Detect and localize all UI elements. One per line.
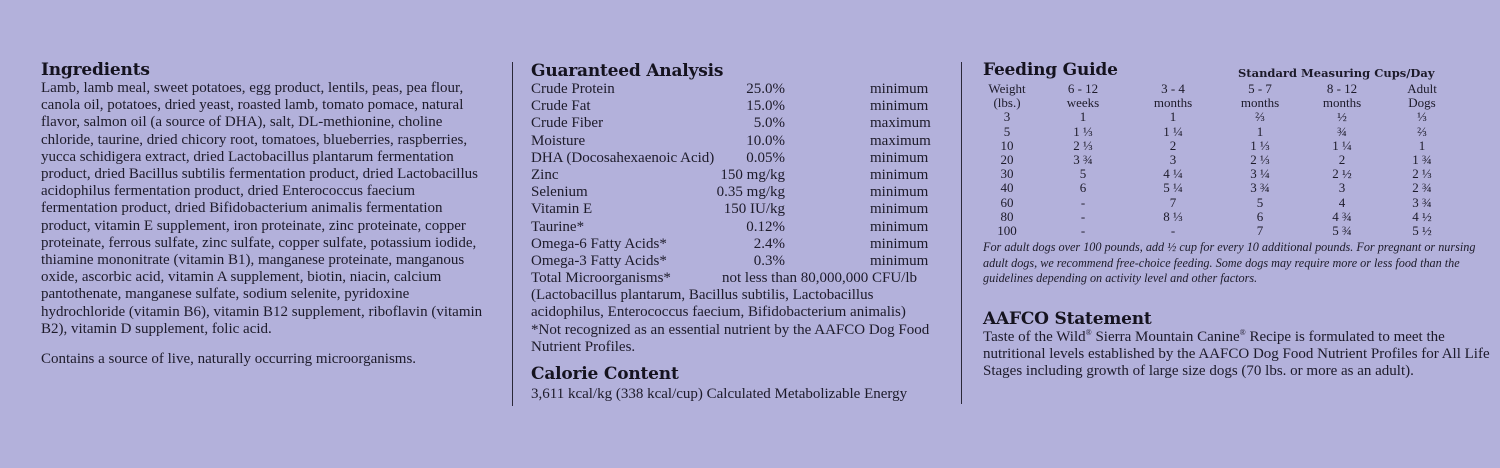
calorie-text: 3,611 kcal/kg (338 kcal/cup) Calculated Metabolizable Energy bbox=[531, 386, 908, 403]
guaranteed-analysis-section bbox=[531, 61, 951, 403]
feeding-cups-cell: 1 ⅓ bbox=[1073, 123, 1093, 139]
analysis-nutrient: Omega-6 Fatty Acids* bbox=[531, 235, 667, 252]
analysis-row bbox=[531, 81, 951, 98]
analysis-qualifier: minimum bbox=[870, 252, 929, 269]
feeding-weight-cell: 20 bbox=[1000, 152, 1014, 168]
feeding-cups-cell: 2 ⅓ bbox=[1250, 152, 1270, 168]
feeding-cups-cell: 6 bbox=[1256, 208, 1264, 224]
analysis-nutrient: Omega-3 Fatty Acids* bbox=[531, 252, 667, 269]
analysis-title: Guaranteed Analysis bbox=[531, 61, 724, 81]
analysis-qualifier: minimum bbox=[870, 166, 929, 183]
feeding-cups-cell: 1 ¼ bbox=[1163, 123, 1183, 139]
analysis-row bbox=[531, 98, 951, 115]
analysis-row bbox=[531, 167, 951, 184]
analysis-nutrient: Crude Fat bbox=[531, 98, 591, 115]
feeding-cups-cell: 6 bbox=[1079, 180, 1087, 196]
feeding-header-cell: Dogs bbox=[1408, 95, 1436, 111]
feeding-header-cell: months bbox=[1322, 95, 1362, 111]
aafco-product: Sierra Mountain Canine bbox=[1091, 328, 1240, 345]
analysis-value: 10.0% bbox=[746, 132, 785, 149]
calorie-title: Calorie Content bbox=[531, 364, 679, 385]
feeding-cups-cell: 1 bbox=[1169, 109, 1177, 125]
feeding-header-cell: 8 - 12 bbox=[1326, 81, 1358, 96]
analysis-value: 0.12% bbox=[746, 218, 785, 235]
analysis-nutrient: Moisture bbox=[531, 132, 586, 149]
analysis-table bbox=[531, 81, 951, 270]
analysis-nutrient: Vitamin E bbox=[531, 201, 593, 218]
analysis-value: 0.35 mg/kg bbox=[716, 184, 785, 201]
feeding-header-cell: 3 - 4 bbox=[1161, 81, 1185, 96]
feeding-cups-cell: 7 bbox=[1256, 223, 1264, 239]
aafco-title: AAFCO Statement bbox=[983, 308, 1152, 329]
feeding-cups-cell: - bbox=[1080, 223, 1086, 239]
feeding-header-row bbox=[975, 82, 1461, 96]
feeding-cups-cell: 4 ¾ bbox=[1332, 208, 1352, 224]
feeding-weight-cell: 10 bbox=[1000, 137, 1014, 153]
feeding-row bbox=[975, 139, 1461, 153]
registered-mark: ® bbox=[1239, 327, 1246, 337]
analysis-nutrient: Zinc bbox=[531, 166, 559, 183]
feeding-table bbox=[975, 82, 1461, 238]
feeding-cups-cell: 1 bbox=[1418, 137, 1426, 153]
feeding-cups-cell: ⅔ bbox=[1417, 123, 1427, 139]
column-divider bbox=[512, 62, 513, 406]
feeding-row bbox=[975, 153, 1461, 167]
analysis-row bbox=[531, 133, 951, 150]
feeding-cups-cell: 3 ¼ bbox=[1250, 166, 1270, 182]
feeding-header-cell: months bbox=[1153, 95, 1193, 111]
feeding-row bbox=[975, 224, 1461, 238]
analysis-value: 150 IU/kg bbox=[723, 201, 785, 218]
feeding-weight-cell: 100 bbox=[997, 223, 1017, 239]
feeding-header-cell: (lbs.) bbox=[993, 95, 1021, 111]
feeding-header-cell: Adult bbox=[1407, 81, 1437, 96]
feeding-cups-cell: 3 ¾ bbox=[1073, 152, 1093, 168]
analysis-value: not less than 80,000,000 CFU/lb bbox=[722, 270, 918, 287]
feeding-cups-cell: 1 ⅓ bbox=[1250, 137, 1270, 153]
ingredients-title: Ingredients bbox=[41, 60, 150, 80]
feeding-note: For adult dogs over 100 pounds, add ½ cup for every 10 additional pounds. For pregnant or nursing adult dogs, we recommend free-choice feeding. Some dogs may require more or less food than the guidelines depending on activity level and other factors. bbox=[983, 240, 1476, 286]
analysis-row-total-microorganisms bbox=[531, 270, 951, 287]
feeding-header-cell: Weight bbox=[988, 81, 1026, 96]
analysis-row bbox=[531, 115, 951, 132]
feeding-cups-cell: 1 bbox=[1256, 123, 1264, 139]
analysis-value: 5.0% bbox=[753, 115, 785, 132]
feeding-cups-cell: 5 ¼ bbox=[1163, 180, 1183, 196]
feeding-cups-cell: 4 bbox=[1338, 194, 1346, 210]
feeding-cups-cell: 2 ½ bbox=[1332, 166, 1352, 182]
feeding-subtitle: Standard Measuring Cups/Day bbox=[1238, 66, 1435, 80]
column-divider bbox=[961, 62, 962, 404]
feeding-cups-cell: - bbox=[1080, 208, 1086, 224]
feeding-cups-cell: ⅔ bbox=[1255, 109, 1265, 125]
feeding-header-cell: weeks bbox=[1066, 95, 1100, 111]
analysis-value: 2.4% bbox=[753, 235, 785, 252]
analysis-nutrient: Selenium bbox=[531, 184, 588, 201]
analysis-qualifier: maximum bbox=[870, 132, 931, 149]
feeding-row bbox=[975, 196, 1461, 210]
feeding-cups-cell: 2 bbox=[1169, 137, 1177, 153]
feeding-guide-section bbox=[983, 60, 1490, 380]
analysis-row bbox=[531, 150, 951, 167]
feeding-cups-cell: 2 ⅓ bbox=[1412, 166, 1432, 182]
feeding-header-row bbox=[975, 96, 1461, 110]
ingredients-section bbox=[41, 60, 491, 368]
feeding-row bbox=[975, 181, 1461, 195]
feeding-cups-cell: ½ bbox=[1337, 109, 1347, 125]
feeding-cups-cell: 8 ⅓ bbox=[1163, 208, 1183, 224]
feeding-cups-cell: 5 bbox=[1079, 166, 1087, 182]
feeding-cups-cell: 1 ¼ bbox=[1332, 137, 1352, 153]
analysis-qualifier: maximum bbox=[870, 115, 931, 132]
feeding-cups-cell: 2 bbox=[1338, 152, 1346, 168]
analysis-value: 0.3% bbox=[753, 252, 785, 269]
analysis-qualifier: minimum bbox=[870, 201, 929, 218]
feeding-cups-cell: 5 ¾ bbox=[1332, 223, 1352, 239]
feeding-cups-cell: 5 ½ bbox=[1412, 223, 1432, 239]
feeding-cups-cell: 3 bbox=[1338, 180, 1346, 196]
feeding-title: Feeding Guide bbox=[983, 60, 1118, 80]
feeding-weight-cell: 40 bbox=[1000, 180, 1014, 196]
aafco-brand: Taste of the Wild bbox=[983, 328, 1086, 345]
analysis-qualifier: minimum bbox=[870, 149, 929, 166]
analysis-value: 15.0% bbox=[746, 98, 785, 115]
feeding-cups-cell: - bbox=[1080, 194, 1086, 210]
analysis-qualifier: minimum bbox=[870, 98, 929, 115]
analysis-footnote: *Not recognized as an essential nutrient by the AAFCO Dog Food Nutrient Profiles. bbox=[531, 321, 930, 355]
feeding-weight-cell: 3 bbox=[1003, 109, 1011, 125]
feeding-header-cell: months bbox=[1240, 95, 1280, 111]
registered-mark: ® bbox=[1085, 327, 1092, 337]
feeding-weight-cell: 80 bbox=[1000, 208, 1014, 224]
analysis-row bbox=[531, 201, 951, 218]
aafco-text: Recipe is formulated to meet the nutritional levels established by the AAFCO Dog Food Nutrient Profiles for All Life Stages including growth of large size dogs (70 lbs. or more as an adult). bbox=[983, 328, 1490, 380]
feeding-cups-cell: - bbox=[1170, 223, 1176, 239]
feeding-row bbox=[975, 110, 1461, 124]
feeding-weight-cell: 60 bbox=[1000, 194, 1014, 210]
live-microorganisms-note: Contains a source of live, naturally occurring microorganisms. bbox=[41, 351, 417, 368]
feeding-weight-cell: 30 bbox=[1000, 166, 1014, 182]
analysis-qualifier: minimum bbox=[870, 218, 929, 235]
feeding-cups-cell: ¾ bbox=[1337, 123, 1347, 139]
feeding-cups-cell: 7 bbox=[1169, 194, 1177, 210]
feeding-cups-cell: 1 bbox=[1079, 109, 1087, 125]
analysis-qualifier: minimum bbox=[870, 235, 929, 252]
analysis-qualifier: minimum bbox=[870, 81, 929, 97]
analysis-value: 150 mg/kg bbox=[720, 166, 785, 183]
feeding-cups-cell: 3 ¾ bbox=[1250, 180, 1270, 196]
analysis-nutrient: Total Microorganisms* bbox=[531, 270, 671, 287]
analysis-row bbox=[531, 219, 951, 236]
feeding-cups-cell: 3 bbox=[1169, 152, 1177, 168]
feeding-row bbox=[975, 167, 1461, 181]
feeding-cups-cell: 1 ¾ bbox=[1412, 152, 1432, 168]
analysis-nutrient: Taurine* bbox=[531, 218, 585, 235]
analysis-nutrient: DHA (Docosahexaenoic Acid) bbox=[531, 149, 715, 166]
analysis-value: 25.0% bbox=[746, 81, 785, 97]
analysis-qualifier: minimum bbox=[870, 184, 929, 201]
feeding-cups-cell: 4 ¼ bbox=[1163, 166, 1183, 182]
microorganism-list: (Lactobacillus plantarum, Bacillus subtilis, Lactobacillus acidophilus, Enterococcus faecium, Bifidobacterium animalis) bbox=[531, 287, 906, 321]
feeding-cups-cell: 2 ⅓ bbox=[1073, 137, 1093, 153]
analysis-value: 0.05% bbox=[746, 149, 785, 166]
analysis-nutrient: Crude Protein bbox=[531, 81, 615, 97]
feeding-row bbox=[975, 210, 1461, 224]
feeding-cups-cell: ⅓ bbox=[1417, 109, 1427, 125]
aafco-statement bbox=[983, 329, 1493, 381]
feeding-cups-cell: 5 bbox=[1256, 194, 1264, 210]
feeding-weight-cell: 5 bbox=[1003, 123, 1011, 139]
feeding-header-cell: 6 - 12 bbox=[1067, 81, 1099, 96]
feeding-row bbox=[975, 125, 1461, 139]
analysis-row bbox=[531, 236, 951, 253]
feeding-cups-cell: 2 ¾ bbox=[1412, 180, 1432, 196]
feeding-header-cell: 5 - 7 bbox=[1248, 81, 1272, 96]
analysis-nutrient: Crude Fiber bbox=[531, 115, 604, 132]
feeding-cups-cell: 4 ½ bbox=[1412, 208, 1432, 224]
analysis-row bbox=[531, 184, 951, 201]
analysis-row bbox=[531, 253, 951, 270]
ingredients-text: Lamb, lamb meal, sweet potatoes, egg product, lentils, peas, pea flour, canola oil, potatoes, dried yeast, roasted lamb, tomato pomace, natural flavor, salmon oil (a source of DHA), salt, DL-methionine, choline chloride, taurine, dried chicory root, tomatoes, blueberries, raspberries, yucca schidigera extract, dried Lactobacillus plantarum fermentation product, dried Bacillus subtilis fermentation product, dried Lactobacillus acidophilus fermentation product, dried Enterococcus faecium fermentation product, dried Bifidobacterium animalis fermentation product, vitamin E supplement, iron proteinate, zinc proteinate, copper proteinate, ferrous sulfate, zinc sulfate, copper sulfate, potassium iodide, thiamine mononitrate (vitamin B1), manganese proteinate, manganous oxide, ascorbic acid, vitamin A supplement, biotin, niacin, calcium pantothenate, manganese sulfate, sodium selenite, pyridoxine hydrochloride (vitamin B6), vitamin B12 supplement, riboflavin (vitamin B2), vitamin D supplement, folic acid. bbox=[41, 80, 483, 337]
feeding-cups-cell: 3 ¾ bbox=[1412, 194, 1432, 210]
